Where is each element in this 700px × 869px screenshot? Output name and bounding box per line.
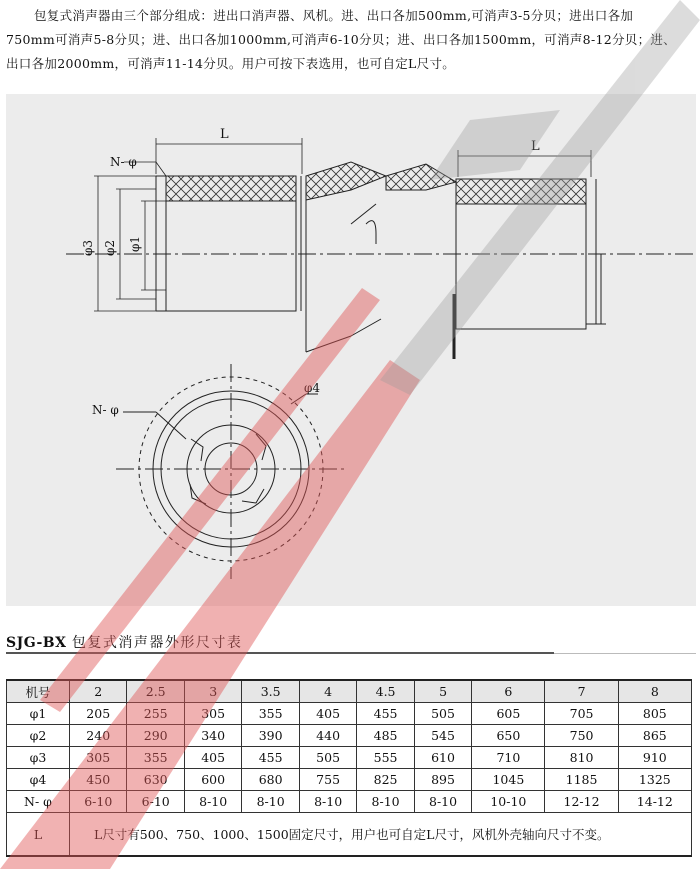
table-cell: 8-10: [184, 791, 241, 813]
table-cell: 12-12: [545, 791, 618, 813]
header-cell: 8: [618, 680, 691, 703]
table-cell: 305: [184, 703, 241, 725]
title-rule-thin: [554, 653, 696, 654]
table-cell: 8-10: [414, 791, 471, 813]
table-title-text: 包复式消声器外形尺寸表: [71, 635, 243, 651]
dimension-table: [6, 679, 692, 857]
table-cell: 750: [545, 725, 618, 747]
table-cell: 240: [70, 725, 127, 747]
table-note-row: [7, 813, 692, 857]
table-cell: 1185: [545, 769, 618, 791]
table-cell: 8-10: [357, 791, 414, 813]
table-cell: 895: [414, 769, 471, 791]
header-cell: 2: [70, 680, 127, 703]
header-cell: 4: [299, 680, 356, 703]
table-cell: 355: [127, 747, 184, 769]
right-dimensions: [458, 150, 591, 177]
row-label: φ4: [7, 769, 70, 791]
header-cell: 3: [184, 680, 241, 703]
table-cell: 455: [242, 747, 299, 769]
table-cell: 205: [70, 703, 127, 725]
table-title: [6, 632, 242, 652]
table-cell: 455: [357, 703, 414, 725]
table-cell: 405: [299, 703, 356, 725]
title-rule: [6, 652, 554, 654]
label-phi3: φ3: [81, 239, 95, 256]
table-cell: 630: [127, 769, 184, 791]
label-l-left: L: [220, 127, 229, 142]
row-label: φ2: [7, 725, 70, 747]
table-cell: 610: [414, 747, 471, 769]
table-cell: 6-10: [70, 791, 127, 813]
header-cell: 机号: [7, 680, 70, 703]
table-cell: 10-10: [472, 791, 545, 813]
header-cell: 4.5: [357, 680, 414, 703]
table-row: [7, 791, 692, 813]
technical-drawing: [6, 94, 696, 606]
label-phi1: φ1: [128, 235, 142, 252]
table-cell: 505: [414, 703, 471, 725]
table-cell: 405: [184, 747, 241, 769]
label-n-phi-bottom: N- φ: [92, 403, 119, 417]
drawing-svg: [6, 94, 696, 606]
table-cell: 390: [242, 725, 299, 747]
label-phi2: φ2: [103, 239, 117, 256]
table-cell: 810: [545, 747, 618, 769]
header-cell: 3.5: [242, 680, 299, 703]
end-view: [116, 364, 346, 579]
header-cell: 7: [545, 680, 618, 703]
table-cell: 605: [472, 703, 545, 725]
note-label: L: [7, 813, 70, 857]
label-l-right: L: [531, 139, 540, 154]
table-cell: 865: [618, 725, 691, 747]
table-cell: 6-10: [127, 791, 184, 813]
table-row: [7, 747, 692, 769]
header-cell: 5: [414, 680, 471, 703]
table-cell: 505: [299, 747, 356, 769]
label-phi4: φ4: [304, 381, 321, 395]
table-cell: 14-12: [618, 791, 691, 813]
table-cell: 705: [545, 703, 618, 725]
table-cell: 305: [70, 747, 127, 769]
table-cell: 805: [618, 703, 691, 725]
table-cell: 440: [299, 725, 356, 747]
table-cell: 650: [472, 725, 545, 747]
header-cell: 6: [472, 680, 545, 703]
table-cell: 290: [127, 725, 184, 747]
fan-casing: [306, 162, 456, 359]
row-label: φ1: [7, 703, 70, 725]
label-n-phi-top: N- φ: [110, 155, 137, 169]
table-cell: 825: [357, 769, 414, 791]
table-cell: 450: [70, 769, 127, 791]
table-row: [7, 703, 692, 725]
table-title-code: SJG-BX: [6, 635, 67, 651]
table-cell: 555: [357, 747, 414, 769]
table-cell: 755: [299, 769, 356, 791]
intro-line-1: 包复式消声器由三个部分组成：进出口消声器、风机。进、出口各加500mm,可消声3-5分贝；进出口各加: [34, 8, 634, 23]
table-cell: 1045: [472, 769, 545, 791]
header-cell: 2.5: [127, 680, 184, 703]
table-cell: 8-10: [299, 791, 356, 813]
table-row: [7, 769, 692, 791]
table-cell: 355: [242, 703, 299, 725]
table-cell: 1325: [618, 769, 691, 791]
table-cell: 600: [184, 769, 241, 791]
table-cell: 545: [414, 725, 471, 747]
intro-text: [6, 4, 696, 76]
table-cell: 710: [472, 747, 545, 769]
table-cell: 340: [184, 725, 241, 747]
intro-line-3: 出口各加2000mm，可消声11-14分贝。用户可按下表选用，也可自定L尺寸。: [6, 56, 456, 71]
intro-line-2: 750mm可消声5-8分贝；进、出口各加1000mm,可消声6-10分贝；进、出口各加1500mm，可消声8-12分贝；进、: [6, 32, 676, 47]
table-row: [7, 725, 692, 747]
table-cell: 485: [357, 725, 414, 747]
table-cell: 680: [242, 769, 299, 791]
table-cell: 255: [127, 703, 184, 725]
table-header-row: [7, 680, 692, 703]
table-cell: 910: [618, 747, 691, 769]
table-cell: 8-10: [242, 791, 299, 813]
row-label: φ3: [7, 747, 70, 769]
note-text: L尺寸有500、750、1000、1500固定尺寸，用户也可自定L尺寸，风机外壳轴向尺寸不变。: [70, 813, 692, 857]
row-label: N- φ: [7, 791, 70, 813]
